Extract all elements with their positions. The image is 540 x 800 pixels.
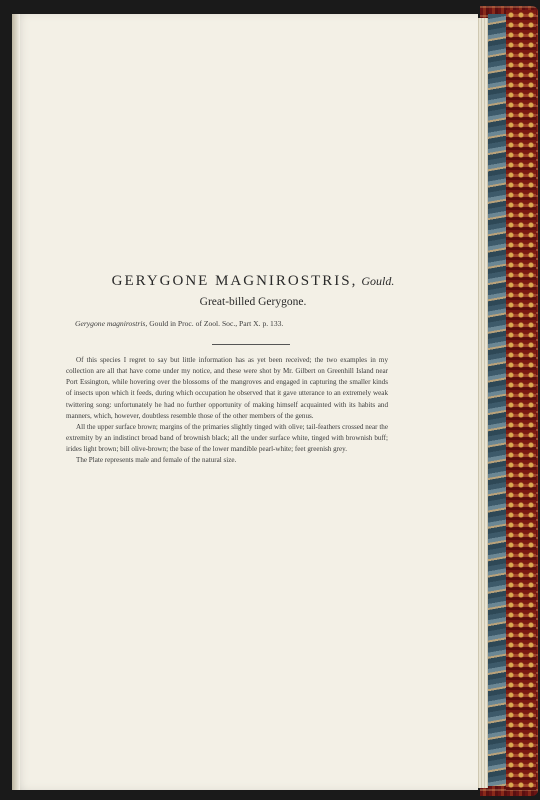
species-authority: Gould.: [361, 274, 395, 288]
species-heading: [20, 272, 486, 290]
page-gutter-shadow: [12, 14, 20, 790]
citation-scientific-name: Gerygone magnirostris,: [75, 319, 148, 328]
citation-reference: Gould in Proc. of Zool. Soc., Part X. p. 133.: [149, 319, 284, 328]
description-text: [66, 355, 388, 467]
species-name: GERYGONE MAGNIROSTRIS,: [111, 273, 358, 289]
paragraph: The Plate represents male and female of the natural size.: [76, 456, 237, 465]
paragraph: Of this species I regret to say but little information has as yet been received; the two examples in my collection are all that have come under my notice, and these were shot by Mr. Gilbert on Greenhill Island near Port Essington, while hovering over the blossoms of the mangroves and engaged in capturing the smaller kinds of insects upon which it feeds, during which occupation he observed that it gave utterance to an extremely weak twittering song: unfortunately he had no further opportunity of making himself acquainted with its habits and manners, which, however, doubtless resemble those of the other members of the genus.: [66, 356, 388, 420]
decorated-spine-edge: [506, 10, 536, 790]
paragraph: All the upper surface brown; margins of the primaries slightly tinged with olive; tail-feathers crossed near the extremity by an indistinct broad band of brownish black; all the under surface white, tinged with brownish buff; irides light brown; bill olive-brown; the base of the lower mandible pearl-white; feet greenish grey.: [66, 422, 388, 454]
common-name: Great-billed Gerygone.: [199, 296, 307, 308]
divider-rule: [212, 344, 290, 345]
citation: [75, 319, 283, 328]
marbled-endpaper: [488, 14, 506, 786]
